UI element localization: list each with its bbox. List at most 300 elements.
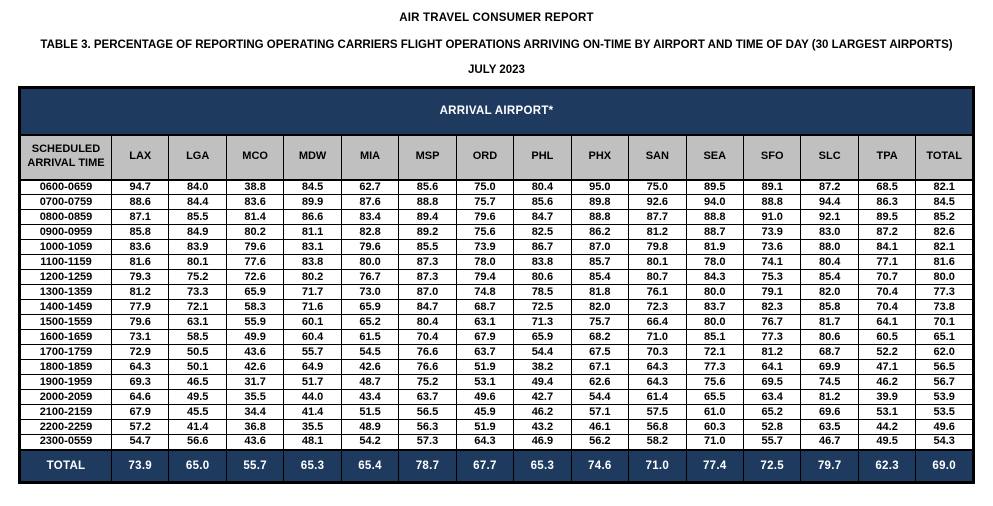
column-header-mia: MIA — [341, 135, 398, 180]
total-value-cell: 62.3 — [858, 450, 915, 483]
value-cell: 73.1 — [112, 330, 169, 345]
value-cell: 88.7 — [686, 225, 743, 240]
time-label: 1200-1259 — [20, 270, 112, 285]
time-label: 0600-0659 — [20, 180, 112, 195]
table-row — [20, 360, 974, 375]
time-label: 0700-0759 — [20, 195, 112, 210]
value-cell: 69.6 — [801, 405, 858, 420]
value-cell: 88.8 — [571, 210, 628, 225]
value-cell: 74.8 — [456, 285, 513, 300]
value-cell: 70.7 — [858, 270, 915, 285]
value-cell: 42.6 — [341, 360, 398, 375]
value-cell: 57.3 — [399, 435, 456, 450]
value-cell: 94.7 — [112, 180, 169, 195]
value-cell: 87.3 — [399, 270, 456, 285]
value-cell: 83.6 — [226, 195, 283, 210]
value-cell: 82.5 — [514, 225, 571, 240]
value-cell: 80.2 — [226, 225, 283, 240]
column-header-phl: PHL — [514, 135, 571, 180]
value-cell: 85.4 — [571, 270, 628, 285]
value-cell: 85.6 — [514, 195, 571, 210]
table-row — [20, 225, 974, 240]
value-cell: 71.0 — [686, 435, 743, 450]
value-cell: 35.5 — [284, 420, 341, 435]
value-cell: 56.7 — [916, 375, 974, 390]
value-cell: 76.1 — [629, 285, 686, 300]
value-cell: 73.9 — [743, 225, 800, 240]
value-cell: 75.2 — [169, 270, 226, 285]
value-cell: 81.2 — [629, 225, 686, 240]
value-cell: 84.4 — [169, 195, 226, 210]
value-cell: 67.1 — [571, 360, 628, 375]
value-cell: 51.5 — [341, 405, 398, 420]
value-cell: 84.7 — [514, 210, 571, 225]
value-cell: 63.7 — [399, 390, 456, 405]
value-cell: 58.3 — [226, 300, 283, 315]
value-cell: 89.2 — [399, 225, 456, 240]
value-cell: 83.6 — [112, 240, 169, 255]
value-cell: 75.7 — [456, 195, 513, 210]
value-cell: 85.7 — [571, 255, 628, 270]
value-cell: 42.7 — [514, 390, 571, 405]
value-cell: 63.7 — [456, 345, 513, 360]
value-cell: 50.1 — [169, 360, 226, 375]
value-cell: 49.4 — [514, 375, 571, 390]
table-row — [20, 285, 974, 300]
value-cell: 79.6 — [341, 240, 398, 255]
value-cell: 62.0 — [916, 345, 974, 360]
time-label: 0800-0859 — [20, 210, 112, 225]
value-cell: 72.5 — [514, 300, 571, 315]
value-cell: 72.9 — [112, 345, 169, 360]
value-cell: 44.0 — [284, 390, 341, 405]
value-cell: 82.6 — [916, 225, 974, 240]
value-cell: 63.4 — [743, 390, 800, 405]
value-cell: 67.5 — [571, 345, 628, 360]
value-cell: 87.0 — [399, 285, 456, 300]
table-row — [20, 435, 974, 450]
value-cell: 81.6 — [916, 255, 974, 270]
value-cell: 49.6 — [916, 420, 974, 435]
value-cell: 85.2 — [916, 210, 974, 225]
time-label: 2100-2159 — [20, 405, 112, 420]
column-header-sfo: SFO — [743, 135, 800, 180]
value-cell: 68.7 — [456, 300, 513, 315]
value-cell: 80.6 — [514, 270, 571, 285]
value-cell: 80.6 — [801, 330, 858, 345]
value-cell: 70.4 — [399, 330, 456, 345]
value-cell: 89.4 — [399, 210, 456, 225]
value-cell: 88.8 — [686, 210, 743, 225]
value-cell: 54.2 — [341, 435, 398, 450]
value-cell: 43.6 — [226, 345, 283, 360]
total-row — [20, 450, 974, 483]
time-label: 1000-1059 — [20, 240, 112, 255]
time-label: 1800-1859 — [20, 360, 112, 375]
value-cell: 48.7 — [341, 375, 398, 390]
value-cell: 56.5 — [399, 405, 456, 420]
value-cell: 87.7 — [629, 210, 686, 225]
value-cell: 31.7 — [226, 375, 283, 390]
value-cell: 85.5 — [399, 240, 456, 255]
value-cell: 89.5 — [858, 210, 915, 225]
value-cell: 80.0 — [341, 255, 398, 270]
value-cell: 88.8 — [399, 195, 456, 210]
value-cell: 91.0 — [743, 210, 800, 225]
value-cell: 54.7 — [112, 435, 169, 450]
value-cell: 77.1 — [858, 255, 915, 270]
value-cell: 76.6 — [399, 360, 456, 375]
value-cell: 64.6 — [112, 390, 169, 405]
total-value-cell: 78.7 — [399, 450, 456, 483]
value-cell: 84.9 — [169, 225, 226, 240]
value-cell: 54.5 — [341, 345, 398, 360]
value-cell: 75.3 — [743, 270, 800, 285]
value-cell: 77.3 — [916, 285, 974, 300]
value-cell: 56.2 — [571, 435, 628, 450]
value-cell: 70.3 — [629, 345, 686, 360]
value-cell: 64.3 — [629, 375, 686, 390]
value-cell: 51.9 — [456, 360, 513, 375]
value-cell: 83.8 — [514, 255, 571, 270]
value-cell: 71.3 — [514, 315, 571, 330]
value-cell: 61.5 — [341, 330, 398, 345]
time-label: 2200-2259 — [20, 420, 112, 435]
value-cell: 57.1 — [571, 405, 628, 420]
table-row — [20, 330, 974, 345]
value-cell: 46.9 — [514, 435, 571, 450]
value-cell: 72.1 — [169, 300, 226, 315]
value-cell: 75.7 — [571, 315, 628, 330]
total-value-cell: 74.6 — [571, 450, 628, 483]
value-cell: 89.1 — [743, 180, 800, 195]
value-cell: 80.2 — [284, 270, 341, 285]
value-cell: 85.8 — [801, 300, 858, 315]
total-value-cell: 65.3 — [284, 450, 341, 483]
value-cell: 63.5 — [801, 420, 858, 435]
value-cell: 82.8 — [341, 225, 398, 240]
value-cell: 89.9 — [284, 195, 341, 210]
table-row — [20, 315, 974, 330]
total-value-cell: 79.7 — [801, 450, 858, 483]
value-cell: 79.1 — [743, 285, 800, 300]
value-cell: 68.7 — [801, 345, 858, 360]
value-cell: 43.4 — [341, 390, 398, 405]
value-cell: 85.6 — [399, 180, 456, 195]
value-cell: 63.1 — [456, 315, 513, 330]
value-cell: 64.3 — [456, 435, 513, 450]
value-cell: 46.2 — [514, 405, 571, 420]
value-cell: 81.2 — [801, 390, 858, 405]
value-cell: 46.7 — [801, 435, 858, 450]
value-cell: 82.3 — [743, 300, 800, 315]
value-cell: 38.2 — [514, 360, 571, 375]
value-cell: 67.9 — [456, 330, 513, 345]
value-cell: 64.1 — [858, 315, 915, 330]
value-cell: 43.2 — [514, 420, 571, 435]
value-cell: 95.0 — [571, 180, 628, 195]
value-cell: 83.7 — [686, 300, 743, 315]
value-cell: 78.0 — [686, 255, 743, 270]
value-cell: 72.3 — [629, 300, 686, 315]
value-cell: 55.9 — [226, 315, 283, 330]
value-cell: 87.1 — [112, 210, 169, 225]
value-cell: 73.9 — [456, 240, 513, 255]
value-cell: 81.4 — [226, 210, 283, 225]
value-cell: 48.1 — [284, 435, 341, 450]
value-cell: 61.4 — [629, 390, 686, 405]
total-value-cell: 77.4 — [686, 450, 743, 483]
value-cell: 83.8 — [284, 255, 341, 270]
value-cell: 65.2 — [341, 315, 398, 330]
value-cell: 89.8 — [571, 195, 628, 210]
value-cell: 51.9 — [456, 420, 513, 435]
value-cell: 58.2 — [629, 435, 686, 450]
value-cell: 53.5 — [916, 405, 974, 420]
value-cell: 82.0 — [801, 285, 858, 300]
value-cell: 60.1 — [284, 315, 341, 330]
value-cell: 55.7 — [284, 345, 341, 360]
value-cell: 69.5 — [743, 375, 800, 390]
value-cell: 73.0 — [341, 285, 398, 300]
time-label: 2300-0559 — [20, 435, 112, 450]
value-cell: 81.8 — [571, 285, 628, 300]
table-row — [20, 405, 974, 420]
column-header-tpa: TPA — [858, 135, 915, 180]
value-cell: 72.6 — [226, 270, 283, 285]
column-header-lax: LAX — [112, 135, 169, 180]
time-label: 1700-1759 — [20, 345, 112, 360]
value-cell: 71.7 — [284, 285, 341, 300]
table-row — [20, 390, 974, 405]
value-cell: 83.4 — [341, 210, 398, 225]
value-cell: 71.0 — [629, 330, 686, 345]
column-header-msp: MSP — [399, 135, 456, 180]
value-cell: 87.2 — [858, 225, 915, 240]
value-cell: 85.8 — [112, 225, 169, 240]
table-row — [20, 420, 974, 435]
time-label: 2000-2059 — [20, 390, 112, 405]
value-cell: 87.6 — [341, 195, 398, 210]
value-cell: 88.6 — [112, 195, 169, 210]
table-row — [20, 255, 974, 270]
value-cell: 53.1 — [858, 405, 915, 420]
value-cell: 70.4 — [858, 285, 915, 300]
report-title: AIR TRAVEL CONSUMER REPORT — [399, 12, 594, 24]
value-cell: 82.1 — [916, 240, 974, 255]
value-cell: 86.6 — [284, 210, 341, 225]
time-label: 1300-1359 — [20, 285, 112, 300]
value-cell: 49.6 — [456, 390, 513, 405]
value-cell: 82.0 — [571, 300, 628, 315]
value-cell: 80.1 — [169, 255, 226, 270]
value-cell: 81.9 — [686, 240, 743, 255]
value-cell: 87.2 — [801, 180, 858, 195]
table-row — [20, 345, 974, 360]
report-header — [0, 0, 993, 76]
total-value-cell: 55.7 — [226, 450, 283, 483]
value-cell: 47.1 — [858, 360, 915, 375]
value-cell: 80.7 — [629, 270, 686, 285]
arrival-airport-banner-row — [20, 88, 974, 135]
value-cell: 65.9 — [514, 330, 571, 345]
value-cell: 34.4 — [226, 405, 283, 420]
value-cell: 64.3 — [629, 360, 686, 375]
value-cell: 65.9 — [226, 285, 283, 300]
value-cell: 86.2 — [571, 225, 628, 240]
value-cell: 65.2 — [743, 405, 800, 420]
value-cell: 81.2 — [743, 345, 800, 360]
arrival-airport-banner: ARRIVAL AIRPORT* — [20, 88, 974, 135]
value-cell: 64.9 — [284, 360, 341, 375]
scheduled-arrival-time-header: SCHEDULED ARRIVAL TIME — [20, 135, 112, 180]
value-cell: 84.1 — [858, 240, 915, 255]
value-cell: 73.3 — [169, 285, 226, 300]
value-cell: 65.9 — [341, 300, 398, 315]
time-label: 1600-1659 — [20, 330, 112, 345]
value-cell: 44.2 — [858, 420, 915, 435]
value-cell: 49.5 — [858, 435, 915, 450]
total-value-cell: 65.0 — [169, 450, 226, 483]
table-row — [20, 180, 974, 195]
value-cell: 94.4 — [801, 195, 858, 210]
value-cell: 89.5 — [686, 180, 743, 195]
value-cell: 76.6 — [399, 345, 456, 360]
value-cell: 70.1 — [916, 315, 974, 330]
value-cell: 80.4 — [514, 180, 571, 195]
total-row-label: TOTAL — [20, 450, 112, 483]
time-label: 1900-1959 — [20, 375, 112, 390]
value-cell: 82.1 — [916, 180, 974, 195]
column-header-row — [20, 135, 974, 180]
value-cell: 75.0 — [629, 180, 686, 195]
value-cell: 52.8 — [743, 420, 800, 435]
total-value-cell: 67.7 — [456, 450, 513, 483]
value-cell: 79.4 — [456, 270, 513, 285]
value-cell: 78.5 — [514, 285, 571, 300]
value-cell: 79.6 — [456, 210, 513, 225]
value-cell: 54.3 — [916, 435, 974, 450]
column-header-sea: SEA — [686, 135, 743, 180]
table-row — [20, 375, 974, 390]
value-cell: 56.8 — [629, 420, 686, 435]
value-cell: 83.9 — [169, 240, 226, 255]
value-cell: 45.5 — [169, 405, 226, 420]
value-cell: 67.9 — [112, 405, 169, 420]
value-cell: 88.8 — [743, 195, 800, 210]
value-cell: 36.8 — [226, 420, 283, 435]
value-cell: 80.1 — [629, 255, 686, 270]
value-cell: 84.5 — [916, 195, 974, 210]
value-cell: 46.2 — [858, 375, 915, 390]
table-row — [20, 300, 974, 315]
value-cell: 42.6 — [226, 360, 283, 375]
column-header-total: TOTAL — [916, 135, 974, 180]
value-cell: 86.3 — [858, 195, 915, 210]
value-cell: 68.2 — [571, 330, 628, 345]
value-cell: 62.6 — [571, 375, 628, 390]
value-cell: 75.2 — [399, 375, 456, 390]
value-cell: 56.6 — [169, 435, 226, 450]
value-cell: 78.0 — [456, 255, 513, 270]
table-row — [20, 195, 974, 210]
value-cell: 84.3 — [686, 270, 743, 285]
table-row — [20, 240, 974, 255]
column-header-lga: LGA — [169, 135, 226, 180]
value-cell: 75.6 — [456, 225, 513, 240]
total-value-cell: 69.0 — [916, 450, 974, 483]
value-cell: 56.5 — [916, 360, 974, 375]
value-cell: 43.6 — [226, 435, 283, 450]
value-cell: 74.1 — [743, 255, 800, 270]
value-cell: 84.0 — [169, 180, 226, 195]
value-cell: 76.7 — [743, 315, 800, 330]
time-label: 0900-0959 — [20, 225, 112, 240]
ontime-arrivals-table — [18, 86, 975, 484]
value-cell: 60.5 — [858, 330, 915, 345]
value-cell: 57.2 — [112, 420, 169, 435]
value-cell: 79.3 — [112, 270, 169, 285]
column-header-mdw: MDW — [284, 135, 341, 180]
value-cell: 75.0 — [456, 180, 513, 195]
time-label: 1400-1459 — [20, 300, 112, 315]
value-cell: 50.5 — [169, 345, 226, 360]
value-cell: 66.4 — [629, 315, 686, 330]
column-header-san: SAN — [629, 135, 686, 180]
total-value-cell: 65.4 — [341, 450, 398, 483]
value-cell: 84.7 — [399, 300, 456, 315]
value-cell: 92.1 — [801, 210, 858, 225]
value-cell: 57.5 — [629, 405, 686, 420]
value-cell: 39.9 — [858, 390, 915, 405]
value-cell: 85.4 — [801, 270, 858, 285]
value-cell: 81.1 — [284, 225, 341, 240]
column-header-ord: ORD — [456, 135, 513, 180]
value-cell: 86.7 — [514, 240, 571, 255]
period-title: JULY 2023 — [468, 64, 525, 76]
value-cell: 35.5 — [226, 390, 283, 405]
value-cell: 63.1 — [169, 315, 226, 330]
value-cell: 80.4 — [801, 255, 858, 270]
value-cell: 48.9 — [341, 420, 398, 435]
value-cell: 77.9 — [112, 300, 169, 315]
value-cell: 45.9 — [456, 405, 513, 420]
total-value-cell: 71.0 — [629, 450, 686, 483]
value-cell: 64.1 — [743, 360, 800, 375]
time-label: 1500-1559 — [20, 315, 112, 330]
value-cell: 49.9 — [226, 330, 283, 345]
table-row — [20, 270, 974, 285]
value-cell: 53.1 — [456, 375, 513, 390]
value-cell: 65.5 — [686, 390, 743, 405]
value-cell: 77.3 — [686, 360, 743, 375]
value-cell: 46.1 — [571, 420, 628, 435]
value-cell: 69.3 — [112, 375, 169, 390]
value-cell: 56.3 — [399, 420, 456, 435]
value-cell: 65.1 — [916, 330, 974, 345]
value-cell: 80.4 — [399, 315, 456, 330]
value-cell: 79.6 — [226, 240, 283, 255]
column-header-slc: SLC — [801, 135, 858, 180]
value-cell: 53.9 — [916, 390, 974, 405]
value-cell: 73.8 — [916, 300, 974, 315]
value-cell: 49.5 — [169, 390, 226, 405]
value-cell: 81.6 — [112, 255, 169, 270]
value-cell: 81.2 — [112, 285, 169, 300]
value-cell: 85.1 — [686, 330, 743, 345]
table-row — [20, 210, 974, 225]
value-cell: 72.1 — [686, 345, 743, 360]
